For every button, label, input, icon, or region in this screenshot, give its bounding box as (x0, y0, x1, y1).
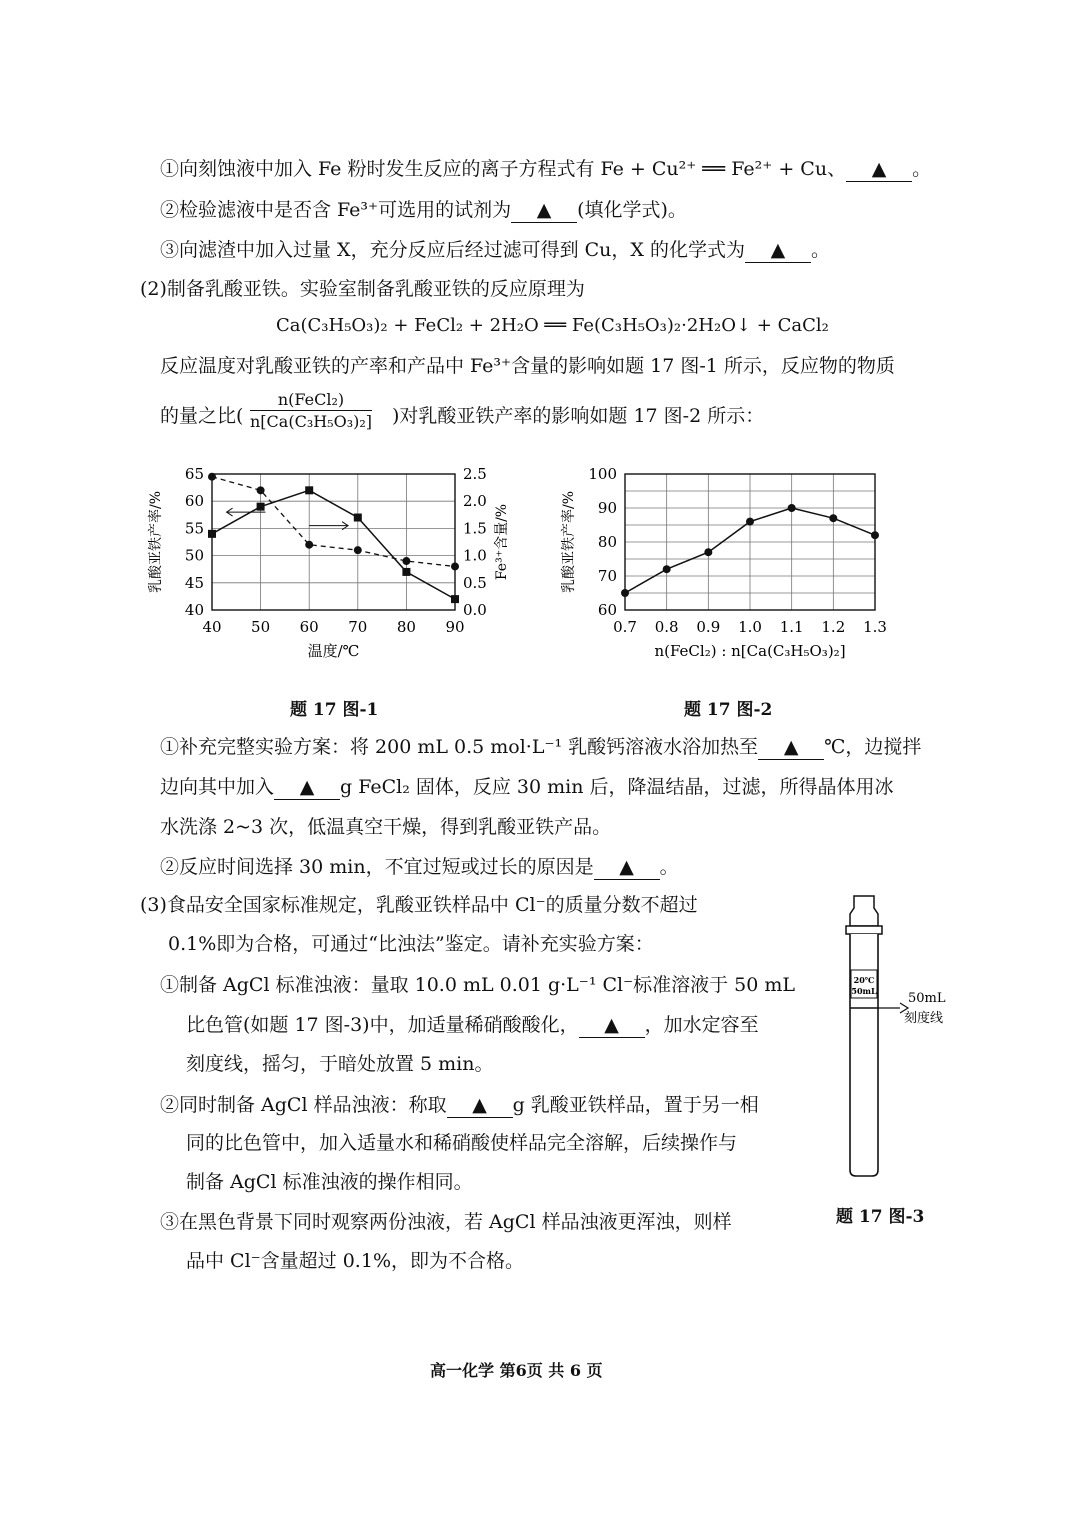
q1-line-2 (160, 198, 687, 223)
plot-frame (212, 474, 455, 610)
q3-step3-line2: 品中 Cl⁻含量超过 0.1%，即为不合格。 (186, 1250, 524, 1272)
series-yield-point (257, 503, 265, 511)
x-tick-label: 1.0 (738, 618, 762, 636)
x-axis-label: n(FeCl₂) : n[Ca(C₃H₅O₃)₂] (654, 642, 846, 660)
q1-text-1-end: 。 (912, 158, 932, 180)
q2-text-2-post: )对乳酸亚铁产率的影响如题 17 图-2 所示： (392, 405, 765, 427)
q2-text-2-pre: 的量之比( (160, 405, 244, 427)
series-yield-point (663, 565, 671, 573)
x-tick-label: 0.8 (654, 618, 679, 636)
q2-step1-text-d: g FeCl₂ 固体，反应 30 min 后，降温结晶，过滤，所得晶体用冰 (340, 776, 894, 798)
y-tick-label: 45 (184, 573, 204, 592)
series-fe3-line (212, 477, 455, 567)
x-tick-label: 50 (251, 618, 271, 636)
tube-stopper (850, 896, 878, 926)
graduation-label-volume: 50mL (908, 991, 946, 1006)
chart1-caption: 题 17 图-1 (290, 700, 379, 720)
answer-blank[interactable]: ▲ (579, 1013, 645, 1038)
y-axis-label: 乳酸亚铁产率/% (148, 490, 164, 594)
q2-step1-text-b: ℃，边搅拌 (824, 736, 922, 758)
q2-step2-text: ②反应时间选择 30 min，不宜过短或过长的原因是 (160, 856, 594, 878)
y-right-tick-label: 0.0 (463, 601, 487, 619)
series-yield-point (871, 531, 879, 539)
q3-step2-line2: 同的比色管中，加入适量水和稀硝酸使样品完全溶解，后续操作与 (186, 1132, 738, 1154)
series-yield-point (788, 504, 796, 512)
q3-step1-line1: ①制备 AgCl 标准浊液：量取 10.0 mL 0.01 g·L⁻¹ Cl⁻标准溶液于 50 mL (160, 974, 796, 996)
answer-blank[interactable]: ▲ (594, 855, 660, 880)
series-fe3-point (257, 486, 265, 494)
q1-line-3 (160, 238, 830, 263)
y-tick-label: 50 (184, 546, 204, 565)
answer-blank[interactable]: ▲ (511, 198, 577, 223)
series-fe3-point (402, 557, 410, 565)
x-tick-label: 1.2 (821, 618, 846, 636)
y-tick-label: 80 (597, 533, 617, 551)
q1-text-2: ②检验滤液中是否含 Fe³⁺可选用的试剂为 (160, 199, 512, 221)
q2-step1-line1 (160, 735, 921, 760)
x-tick-label: 60 (299, 618, 319, 636)
q3-step2-line1 (160, 1093, 759, 1118)
chart-ratio-effect (555, 460, 895, 670)
y-right-tick-label: 0.5 (463, 573, 487, 592)
x-tick-label: 0.7 (613, 618, 637, 636)
series-yield-point (305, 486, 313, 494)
y-tick-label: 70 (597, 567, 617, 585)
answer-blank[interactable]: ▲ (447, 1093, 513, 1118)
series-yield-point (208, 530, 216, 538)
series-yield-point (829, 514, 837, 522)
q3-step1-text-c: ，加水定容至 (644, 1014, 759, 1036)
q2-step2-end: 。 (659, 856, 679, 878)
x-tick-label: 40 (202, 618, 222, 636)
y-tick-label: 40 (184, 601, 204, 619)
tube-label-volume: 50mL (851, 986, 877, 996)
q3-step1-line2 (186, 1013, 759, 1038)
q2-step1-text-c: 边向其中加入 (160, 776, 275, 798)
q3-step2-text-a: ②同时制备 AgCl 样品浊液：称取 (160, 1094, 447, 1116)
q2-text-1: 反应温度对乳酸亚铁的产率和产品中 Fe³⁺含量的影响如题 17 图-1 所示，反应物的物质 (160, 355, 895, 377)
q3-heading-2: 0.1%即为合格，可通过“比浊法”鉴定。请补充实验方案： (168, 933, 654, 955)
x-tick-label: 1.1 (779, 618, 804, 636)
y-right-tick-label: 1.5 (463, 519, 487, 538)
answer-blank[interactable]: ▲ (846, 157, 912, 182)
graduation-label-text: 刻度线 (904, 1011, 944, 1026)
series-yield-point (621, 589, 629, 597)
fraction-numerator: n(FeCl₂) (250, 390, 372, 411)
answer-blank[interactable]: ▲ (745, 238, 811, 263)
q2-heading: (2)制备乳酸亚铁。实验室制备乳酸亚铁的反应原理为 (140, 278, 585, 300)
q3-step3-line1: ③在黑色背景下同时观察两份浊液，若 AgCl 样品浊液更浑浊，则样 (160, 1211, 732, 1233)
y-axis-label: 乳酸亚铁产率/% (561, 490, 577, 594)
q2-step1-line3: 水洗涤 2~3 次，低温真空干燥，得到乳酸亚铁产品。 (160, 816, 612, 838)
y-tick-label: 100 (588, 465, 617, 483)
q3-step2-line3: 制备 AgCl 标准浊液的操作相同。 (186, 1171, 473, 1193)
series-fe3-point (451, 562, 459, 570)
q2-step1-text-a: ①补充完整实验方案：将 200 mL 0.5 mol·L⁻¹ 乳酸钙溶液水浴加热至 (160, 736, 759, 758)
colorimetric-tube-figure (830, 890, 960, 1180)
chart-temperature-effect (140, 460, 520, 670)
q2-step2-line (160, 855, 679, 880)
series-yield-point (354, 514, 362, 522)
q3-step2-text-b: g 乳酸亚铁样品，置于另一相 (512, 1094, 759, 1116)
q1-text-3: ③向滤渣中加入过量 X，充分反应后经过滤可得到 Cu，X 的化学式为 (160, 239, 745, 261)
series-fe3-point (305, 541, 313, 549)
y-right-tick-label: 2.5 (463, 465, 487, 483)
reaction-equation: Ca(C₃H₅O₃)₂ + FeCl₂ + 2H₂O ══ Fe(C₃H₅O₃)₂·2H₂O↓ + CaCl₂ (276, 315, 829, 336)
y-tick-label: 55 (184, 519, 204, 538)
series-yield-point (746, 518, 754, 526)
q3-heading: (3)食品安全国家标准规定，乳酸亚铁样品中 Cl⁻的质量分数不超过 (140, 894, 698, 916)
y-tick-label: 60 (184, 492, 204, 511)
y-tick-label: 65 (184, 465, 204, 483)
x-axis-label: 温度/℃ (307, 642, 360, 660)
x-tick-label: 0.9 (696, 618, 721, 636)
q3-step1-line3: 刻度线，摇匀，于暗处放置 5 min。 (186, 1053, 494, 1075)
page-footer: 高一化学 第6页 共 6 页 (430, 1361, 603, 1380)
x-tick-label: 80 (396, 618, 416, 636)
q2-step1-line2 (160, 775, 894, 800)
q3-step1-text-b: 比色管(如题 17 图-3)中，加适量稀硝酸酸化， (186, 1014, 579, 1036)
y-tick-label: 60 (597, 601, 617, 619)
fraction-denominator: n[Ca(C₃H₅O₃)₂] (250, 412, 373, 431)
series-yield-point (402, 568, 410, 576)
chart2-caption: 题 17 图-2 (684, 700, 773, 720)
tube-label-temp: 20℃ (853, 975, 875, 985)
answer-blank[interactable]: ▲ (758, 735, 824, 760)
series-yield-point (704, 548, 712, 556)
x-tick-label: 90 (445, 618, 465, 636)
answer-blank[interactable]: ▲ (274, 775, 340, 800)
q1-text-3-end: 。 (810, 239, 830, 261)
y-right-tick-label: 1.0 (463, 546, 487, 565)
series-yield-point (451, 595, 459, 603)
q1-text-2-end: (填化学式)。 (577, 199, 687, 221)
y-tick-label: 90 (597, 499, 617, 517)
q1-text-1: ①向刻蚀液中加入 Fe 粉时发生反应的离子方程式有 Fe + Cu²⁺ ══ Fe²⁺ + Cu、 (160, 158, 847, 180)
tube-neck (846, 926, 882, 934)
x-tick-label: 70 (348, 618, 368, 636)
y-right-axis-label: Fe³⁺含量/% (494, 503, 510, 581)
x-tick-label: 1.3 (863, 618, 887, 636)
tube-caption: 题 17 图-3 (836, 1207, 925, 1227)
mole-ratio-fraction (250, 390, 372, 431)
series-fe3-point (354, 546, 362, 554)
series-fe3-point (208, 473, 216, 481)
y-right-tick-label: 2.0 (463, 492, 487, 511)
q1-line-1 (160, 157, 931, 182)
